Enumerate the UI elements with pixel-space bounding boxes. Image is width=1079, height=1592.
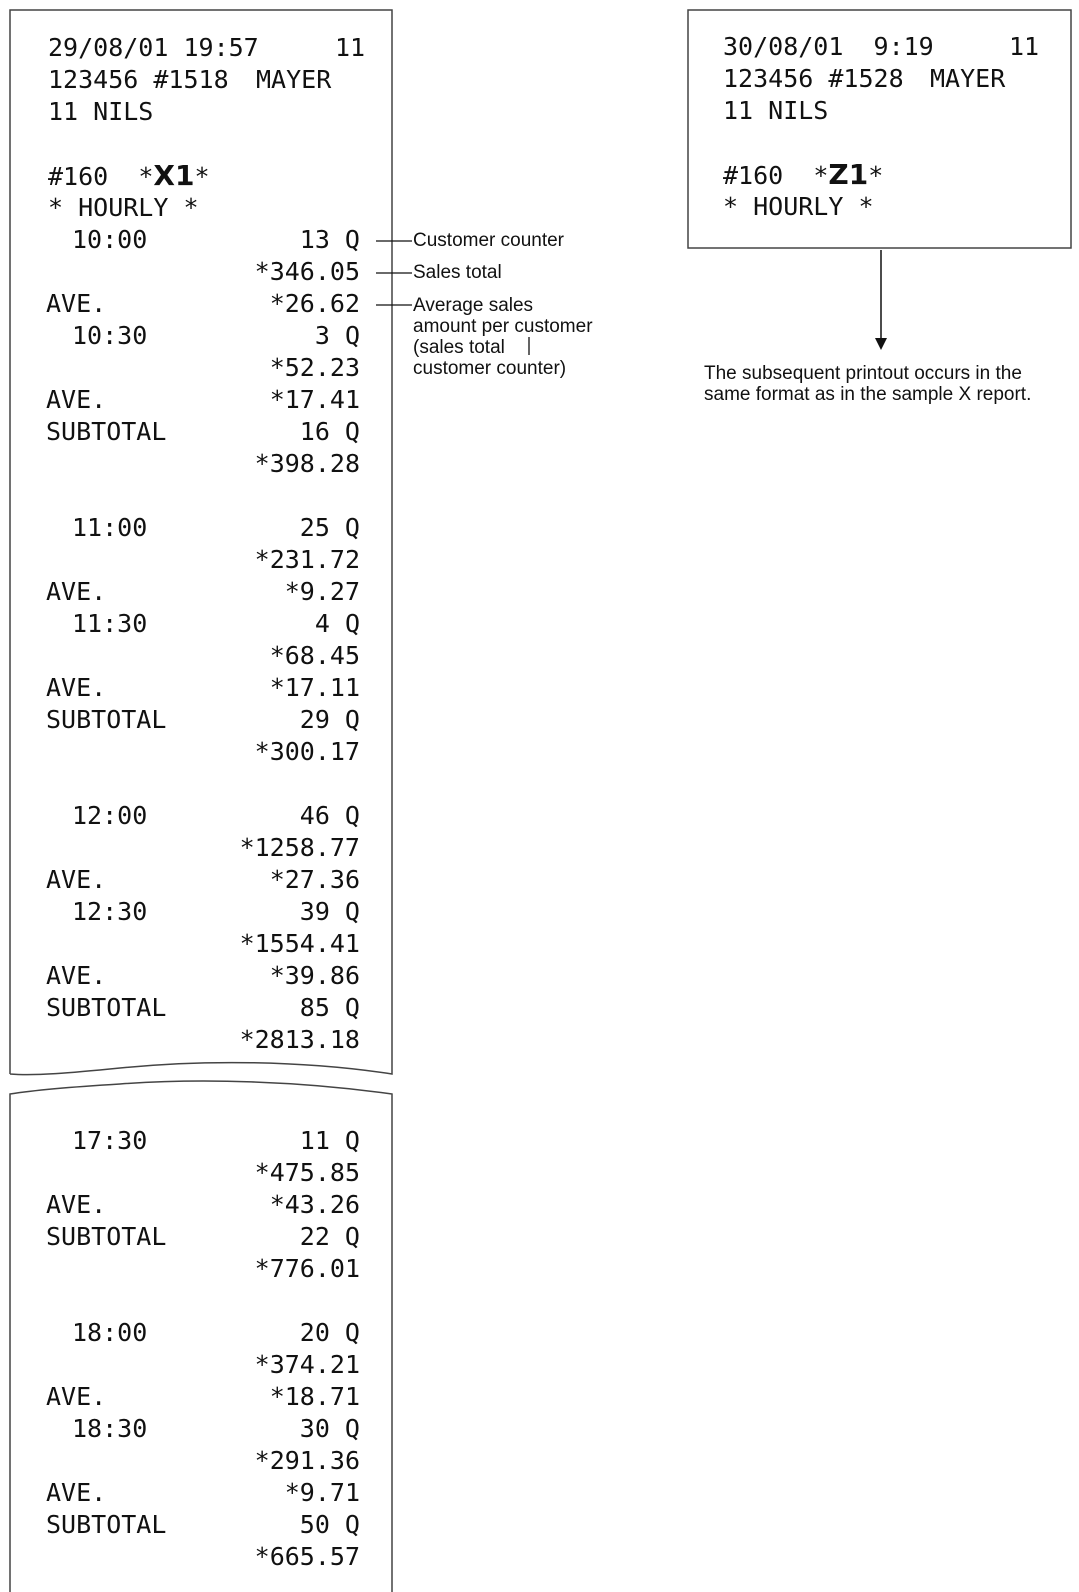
sales-total-annotation: Sales total xyxy=(413,262,502,283)
z-machine-no: 11 xyxy=(1009,32,1040,61)
part2-row-value: 20 Q xyxy=(299,1318,360,1347)
part1-row-value: *26.62 xyxy=(269,289,360,318)
part1-row-label: AVE. xyxy=(46,289,107,318)
x-clerk-line: 11 NILS xyxy=(48,97,154,126)
part2-row-label: AVE. xyxy=(46,1478,107,1507)
x-clerk: MAYER xyxy=(256,65,332,94)
part1-row-label: 11:00 xyxy=(72,513,148,542)
x-store-code: 123456 #1518 xyxy=(48,65,229,94)
part1-row-value: *300.17 xyxy=(254,737,360,766)
part2-row-label: SUBTOTAL xyxy=(46,1222,167,1251)
average-annotation-line: Average sales xyxy=(413,295,534,316)
part2-row-value: *374.21 xyxy=(254,1350,360,1379)
part1-row-value: 85 Q xyxy=(299,993,360,1022)
x-report-mark-post: * xyxy=(194,162,210,191)
x-report-type: X1 xyxy=(153,159,195,192)
z-report-type: Z1 xyxy=(828,158,869,191)
part1-row-label: 10:30 xyxy=(72,321,148,350)
part2-row-value: *43.26 xyxy=(269,1190,360,1219)
part1-row-value: 13 Q xyxy=(299,225,360,254)
part1-row-label: AVE. xyxy=(46,577,107,606)
part2-row-value: 30 Q xyxy=(299,1414,360,1443)
part1-row-value: 3 Q xyxy=(314,321,360,350)
part2-row-label: AVE. xyxy=(46,1190,107,1219)
part1-row-label: AVE. xyxy=(46,961,107,990)
z-clerk-line: 11 NILS xyxy=(723,96,829,125)
part1-row-value: 25 Q xyxy=(299,513,360,542)
part2-row-label: AVE. xyxy=(46,1382,107,1411)
z-report-no: #160 xyxy=(723,161,784,190)
part1-row-value: *68.45 xyxy=(269,641,360,670)
part1-row-value: *39.86 xyxy=(269,961,360,990)
part2-row-value: 11 Q xyxy=(299,1126,360,1155)
z-clerk: MAYER xyxy=(930,64,1006,93)
part1-row-value: *17.11 xyxy=(269,673,360,702)
part1-row-value: *346.05 xyxy=(254,257,360,286)
part1-row-label: AVE. xyxy=(46,673,107,702)
part1-row-value: *1554.41 xyxy=(239,929,360,958)
part1-row-value: *398.28 xyxy=(254,449,360,478)
part2-row-value: *18.71 xyxy=(269,1382,360,1411)
part2-row-value: *9.71 xyxy=(284,1478,360,1507)
part1-row-value: *17.41 xyxy=(269,385,360,414)
part1-row-value: *2813.18 xyxy=(239,1025,360,1054)
z-report-header xyxy=(723,160,883,191)
part1-row-label: SUBTOTAL xyxy=(46,993,167,1022)
part1-row-value: 16 Q xyxy=(299,417,360,446)
part2-row-value: *665.57 xyxy=(254,1542,360,1571)
part1-row-label: 10:00 xyxy=(72,225,148,254)
part2-row-value: *291.36 xyxy=(254,1446,360,1475)
z-date-time: 30/08/01 9:19 xyxy=(723,32,934,61)
subsequent-printout-note xyxy=(704,363,1031,405)
x-report-mark-pre: * xyxy=(138,162,154,191)
part2-row-label: 17:30 xyxy=(72,1126,148,1155)
average-annotation-line: customer counter) xyxy=(413,358,567,379)
down-arrow-head xyxy=(875,338,887,350)
part1-row-value: *1258.77 xyxy=(239,833,360,862)
z-report-mark-pre: * xyxy=(813,161,829,190)
x-report-header xyxy=(48,161,210,192)
part2-row-label: SUBTOTAL xyxy=(46,1510,167,1539)
part2-row-label: 18:30 xyxy=(72,1414,148,1443)
part1-row-value: *52.23 xyxy=(269,353,360,382)
x-report-title: * HOURLY * xyxy=(48,193,199,222)
x-report-no: #160 xyxy=(48,162,109,191)
part2-row-value: *776.01 xyxy=(254,1254,360,1283)
part1-row-label: SUBTOTAL xyxy=(46,417,167,446)
part1-row-label: SUBTOTAL xyxy=(46,705,167,734)
part2-row-value: 50 Q xyxy=(299,1510,360,1539)
part1-row-value: *27.36 xyxy=(269,865,360,894)
z-report-title: * HOURLY * xyxy=(723,192,874,221)
x-machine-no: 11 xyxy=(335,33,366,62)
part2-row-value: 22 Q xyxy=(299,1222,360,1251)
part1-row-label: 11:30 xyxy=(72,609,148,638)
part1-row-value: *9.27 xyxy=(284,577,360,606)
part1-row-value: 4 Q xyxy=(314,609,360,638)
customer-counter-annotation: Customer counter xyxy=(413,230,565,251)
part1-row-value: 39 Q xyxy=(299,897,360,926)
z-report-mark-post: * xyxy=(868,161,884,190)
part1-row-value: 29 Q xyxy=(299,705,360,734)
note-line: The subsequent printout occurs in the xyxy=(704,363,1022,384)
note-line: same format as in the sample X report. xyxy=(704,384,1032,405)
x-date-time: 29/08/01 19:57 xyxy=(48,33,259,62)
average-annotation xyxy=(413,295,593,379)
part1-row-label: AVE. xyxy=(46,865,107,894)
average-annotation-line: (sales total xyxy=(413,337,505,358)
part2-row-value: *475.85 xyxy=(254,1158,360,1187)
part2-row-label: 18:00 xyxy=(72,1318,148,1347)
part1-row-label: 12:00 xyxy=(72,801,148,830)
part1-row-value: *231.72 xyxy=(254,545,360,574)
part1-row-value: 46 Q xyxy=(299,801,360,830)
part1-row-label: 12:30 xyxy=(72,897,148,926)
average-annotation-line: amount per customer xyxy=(413,316,593,337)
z-store-code: 123456 #1528 xyxy=(723,64,904,93)
part1-row-label: AVE. xyxy=(46,385,107,414)
